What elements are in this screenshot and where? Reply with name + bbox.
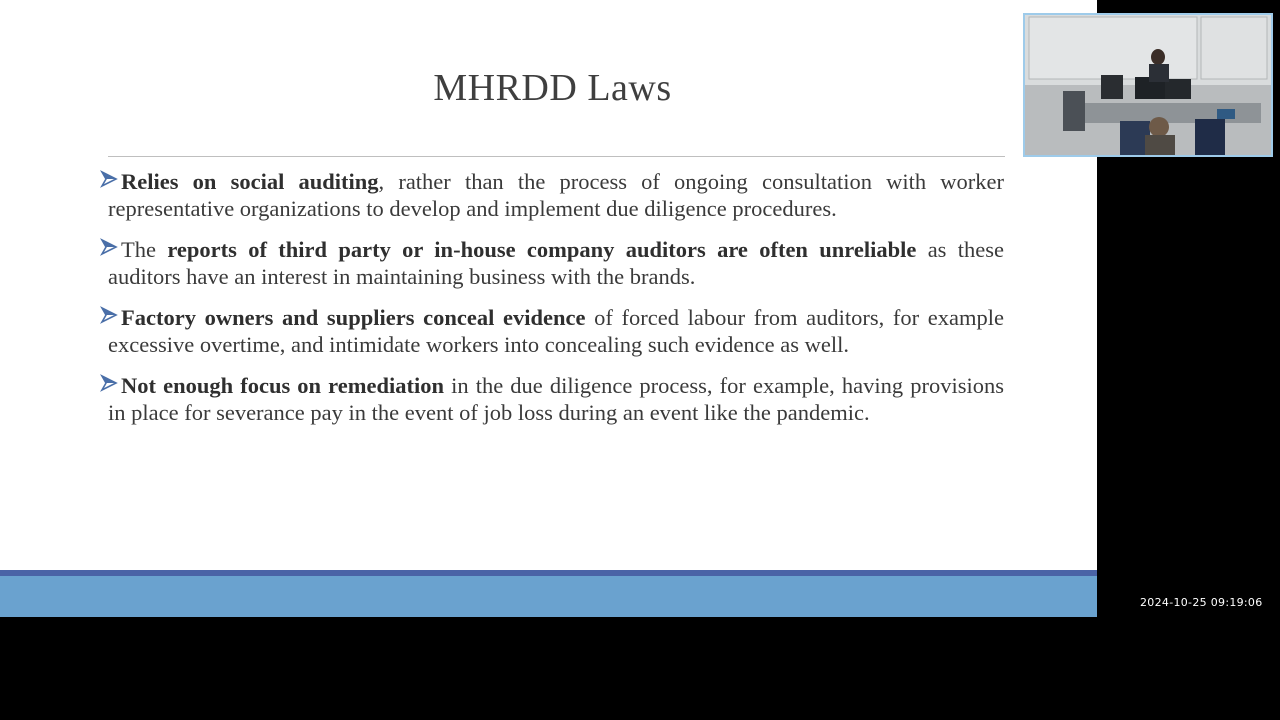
slide-title: MHRDD Laws: [433, 67, 672, 109]
bullet-text: [108, 169, 1004, 222]
arrow-bullet-icon: [100, 170, 118, 188]
bullet-list: [108, 169, 1004, 441]
arrow-bullet-icon: [100, 374, 118, 392]
slide-footer-bar: [0, 576, 1097, 617]
video-timestamp: 2024-10-25 09:19:06: [1140, 596, 1263, 609]
bullet-bold-text: Factory owners and suppliers conceal evidence: [121, 305, 586, 330]
bullet-item: [108, 169, 1004, 222]
bullet-rest-text: of forced labour from auditors, for example excessive overtime, and intimidate workers into concealing such evidence as well.: [108, 305, 1004, 357]
bullet-rest-text: , rather than the process of ongoing consultation with worker representative organizations to develop and implement due diligence procedures.: [108, 169, 1004, 221]
bullet-text: [108, 237, 1004, 290]
camera-picture-in-picture: [1023, 13, 1273, 157]
arrow-bullet-icon: [100, 306, 118, 324]
bullet-bold-text: reports of third party or in-house company auditors are often unreliable: [167, 237, 917, 262]
bullet-item: [108, 305, 1004, 358]
bullet-bold-text: Relies on social auditing: [121, 169, 379, 194]
title-divider: [108, 156, 1005, 157]
lecture-room-video-frame: [1025, 15, 1271, 155]
bullet-text: [108, 305, 1004, 358]
bullet-lead-text: The: [121, 237, 168, 262]
bullet-rest-text: as these auditors have an interest in maintaining business with the brands.: [108, 237, 1004, 289]
bullet-rest-text: in the due diligence process, for example, having provisions in place for severance pay in the event of job loss during an event like the pandemic.: [108, 373, 1004, 425]
arrow-bullet-icon: [100, 238, 118, 256]
bullet-bold-text: Not enough focus on remediation: [121, 373, 444, 398]
bullet-text: [108, 373, 1004, 426]
bullet-item: [108, 237, 1004, 290]
bullet-item: [108, 373, 1004, 426]
